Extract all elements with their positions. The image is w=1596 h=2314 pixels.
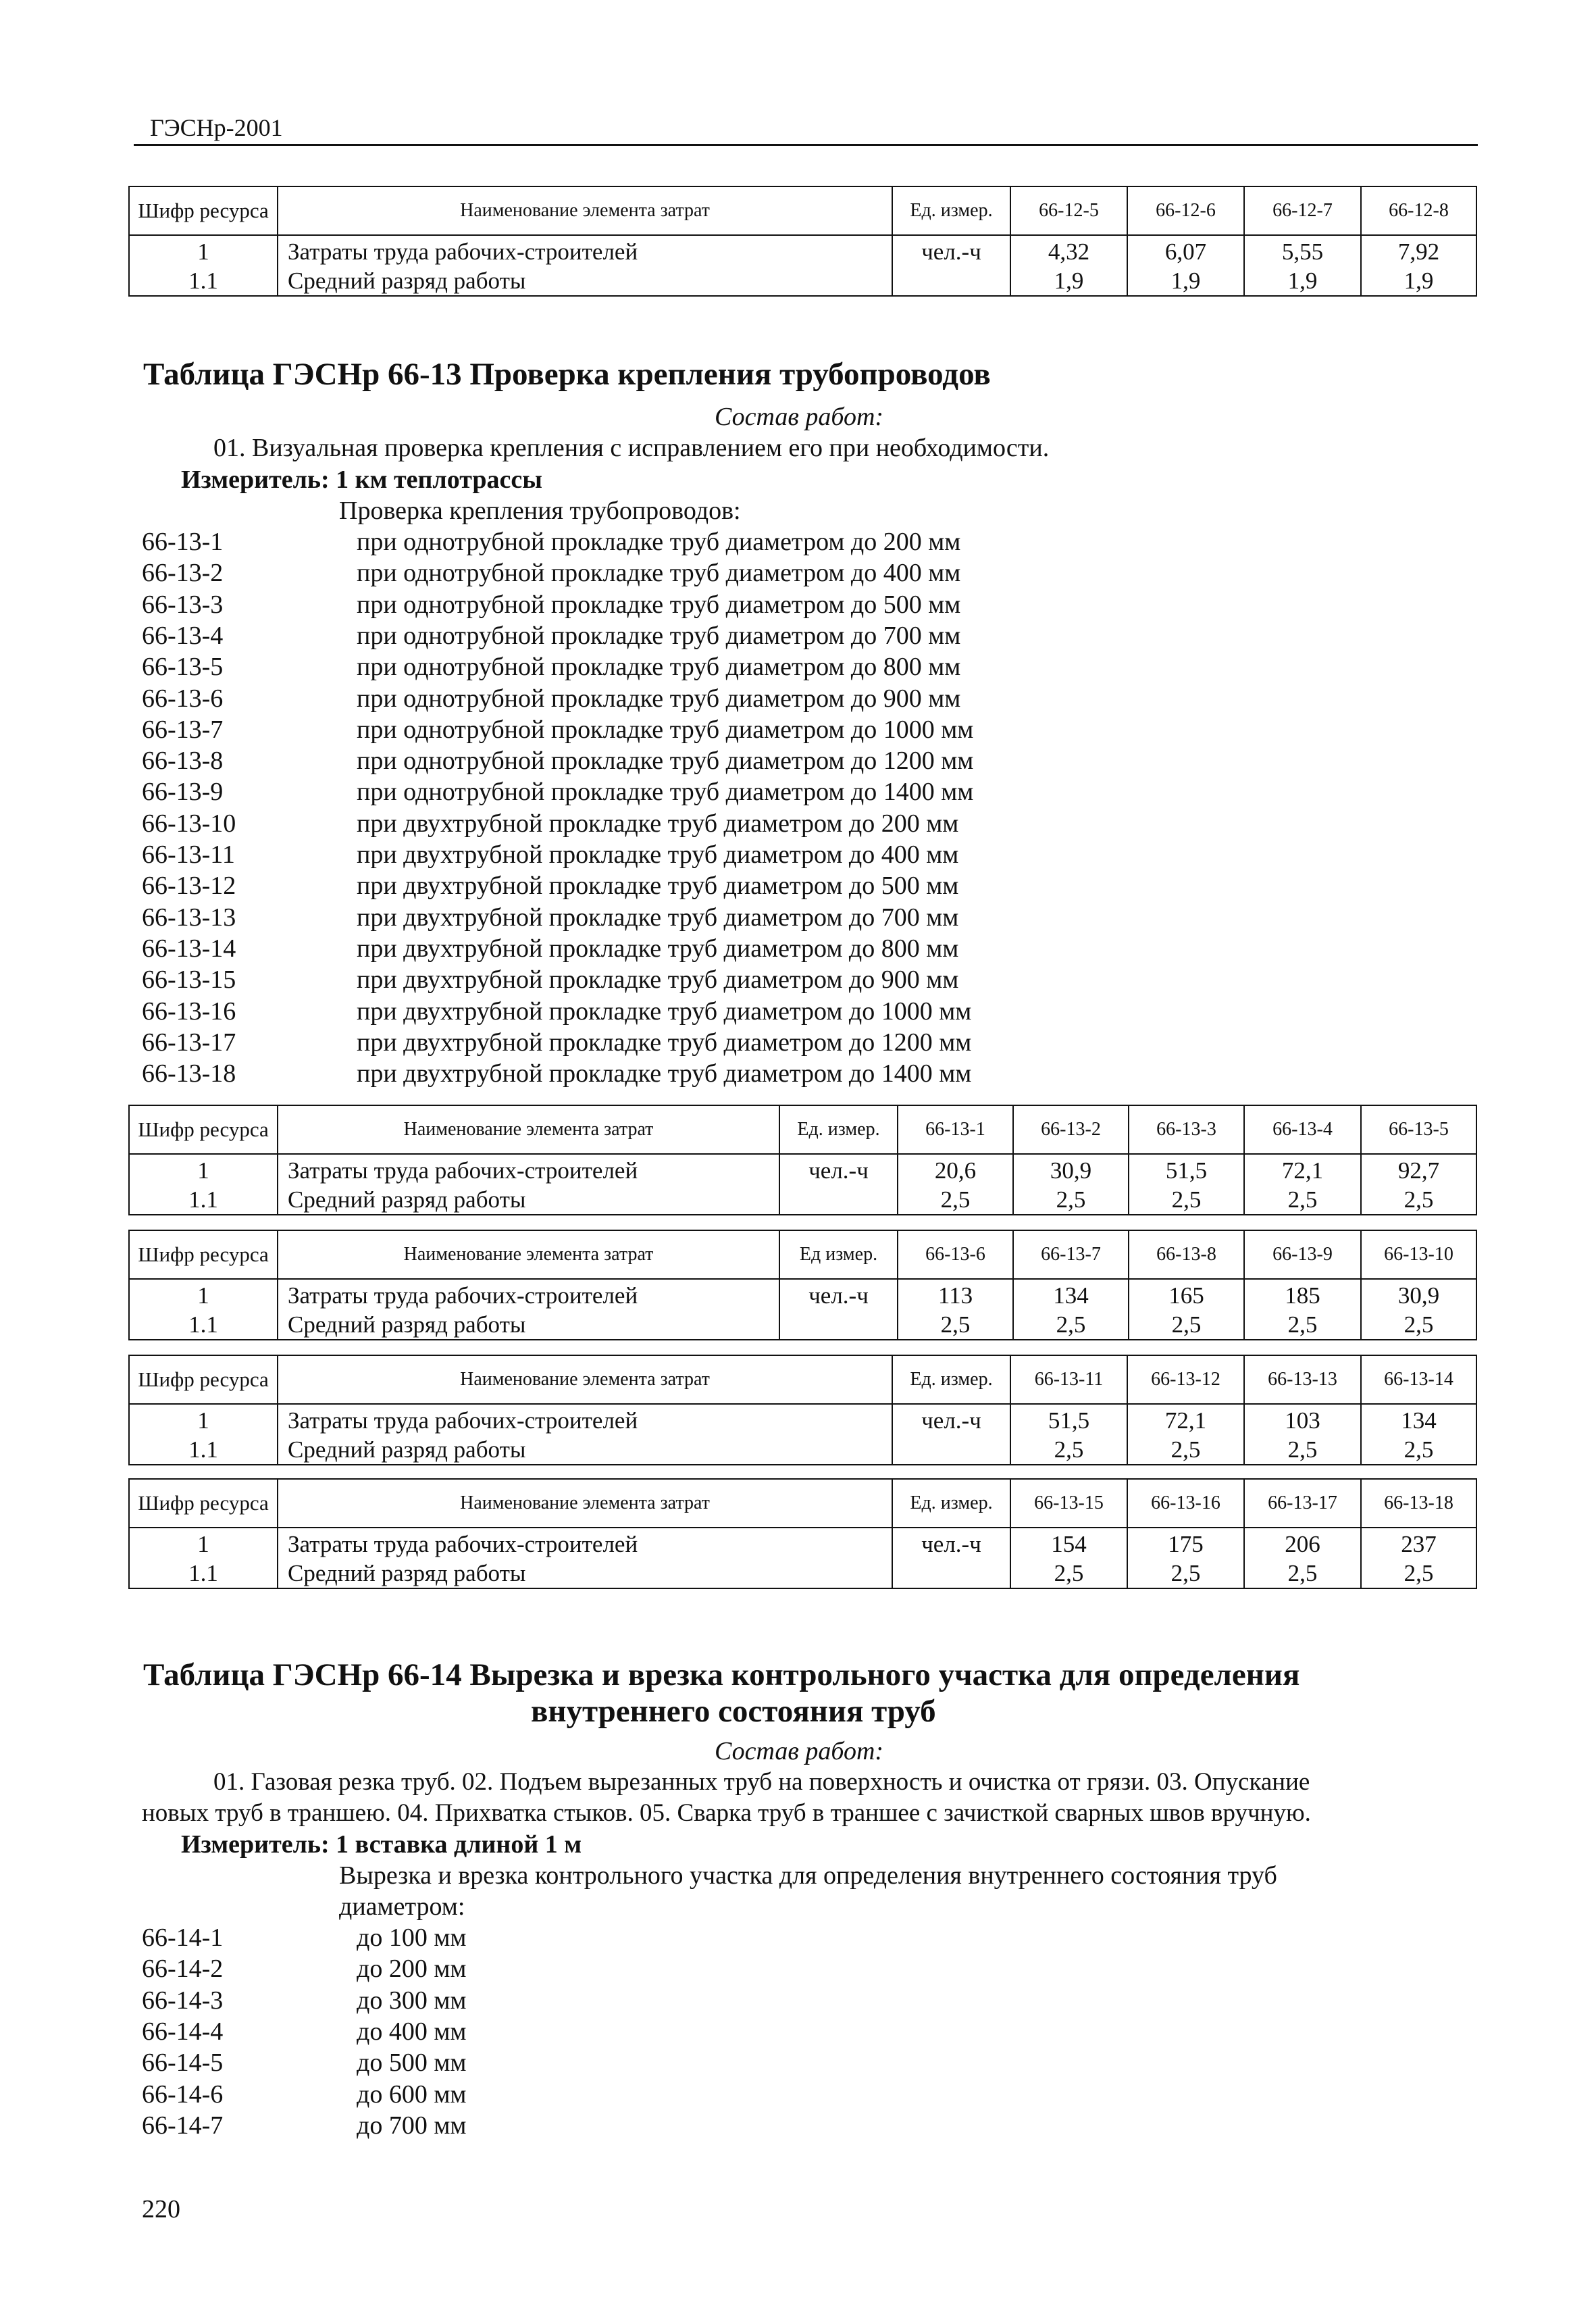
table-cell: 30,9 — [1361, 1279, 1476, 1310]
col-header-name: Наименование элемента затрат — [278, 1230, 779, 1279]
resource-table-66-13-c — [128, 1355, 1477, 1465]
col-header-code: 66-12-8 — [1361, 186, 1476, 235]
norm-description: при однотрубной прокладке труб диаметром до 900 мм — [357, 684, 961, 713]
list-item — [142, 871, 1155, 902]
section-title-66-14: Таблица ГЭСНр 66-14 Вырезка и врезка контрольного участка для определения — [143, 1657, 1300, 1692]
norm-code: 66-13-11 — [142, 840, 235, 869]
col-header-code: 66-13-13 — [1244, 1355, 1361, 1404]
norm-description: при двухтрубной прокладке труб диаметром до 200 мм — [357, 809, 959, 838]
norm-description: до 500 мм — [357, 2048, 467, 2078]
col-header-code: 66-13-10 — [1361, 1230, 1476, 1279]
col-header-code: 66-13-3 — [1129, 1105, 1244, 1154]
resource-table-66-13-a — [128, 1105, 1477, 1215]
norm-code: 66-13-8 — [142, 747, 224, 776]
col-header-code: 66-13-18 — [1361, 1479, 1476, 1528]
norm-description: до 100 мм — [357, 1923, 467, 1952]
table-cell: 1,9 — [1010, 266, 1127, 296]
table-row — [129, 1528, 1476, 1559]
row-code: 1 — [129, 1154, 278, 1185]
norm-description: при однотрубной прокладке труб диаметром до 1000 мм — [357, 715, 974, 744]
row-code: 1.1 — [129, 266, 278, 296]
table-cell: 154 — [1010, 1528, 1127, 1559]
table-cell: 51,5 — [1010, 1404, 1127, 1435]
row-name: Затраты труда рабочих-строителей — [278, 1528, 892, 1559]
table-cell: 2,5 — [1010, 1435, 1127, 1465]
col-header-code: 66-13-1 — [898, 1105, 1013, 1154]
row-unit: чел.-ч — [892, 1404, 1010, 1435]
col-header-unit: Ед. измер. — [892, 1355, 1010, 1404]
table-row — [129, 235, 1476, 266]
row-name: Затраты труда рабочих-строителей — [278, 1404, 892, 1435]
list-item — [142, 2017, 817, 2048]
norm-description: до 400 мм — [357, 2017, 467, 2046]
list-item — [142, 1028, 1155, 1059]
norm-description: при двухтрубной прокладке труб диаметром до 700 мм — [357, 903, 959, 932]
norm-description: при двухтрубной прокладке труб диаметром до 1400 мм — [357, 1059, 972, 1088]
table-cell: 20,6 — [898, 1154, 1013, 1185]
table-cell: 6,07 — [1127, 235, 1244, 266]
table-cell: 2,5 — [1244, 1185, 1361, 1215]
norm-code: 66-14-5 — [142, 2048, 224, 2078]
table-cell: 5,55 — [1244, 235, 1361, 266]
norm-code: 66-13-7 — [142, 715, 224, 744]
norm-description: при однотрубной прокладке труб диаметром до 400 мм — [357, 559, 961, 588]
table-cell: 2,5 — [1127, 1435, 1244, 1465]
list-item — [142, 777, 1155, 808]
sostav-label: Состав работ: — [715, 1737, 884, 1765]
running-header: ГЭСНр-2001 — [150, 114, 283, 141]
row-code: 1 — [129, 1528, 278, 1559]
list-item — [142, 903, 1155, 934]
col-header-code: 66-13-9 — [1244, 1230, 1361, 1279]
norm-code: 66-13-4 — [142, 621, 224, 650]
col-header-code: 66-13-12 — [1127, 1355, 1244, 1404]
norm-description: при однотрубной прокладке труб диаметром до 500 мм — [357, 590, 961, 619]
norm-list-66-14 — [142, 1923, 817, 2146]
table-cell: 2,5 — [1361, 1435, 1476, 1465]
work-composition: 01. Визуальная проверка крепления с исправлением его при необходимости. — [213, 434, 1050, 462]
table-cell: 185 — [1244, 1279, 1361, 1310]
section-title-66-13: Таблица ГЭСНр 66-13 Проверка крепления трубопроводов — [143, 357, 991, 392]
list-item — [142, 934, 1155, 965]
norm-code: 66-13-13 — [142, 903, 236, 932]
list-item — [142, 1923, 817, 1954]
table-cell: 72,1 — [1244, 1154, 1361, 1185]
row-name: Средний разряд работы — [278, 266, 892, 296]
table-row — [129, 1310, 1476, 1340]
norm-description: до 600 мм — [357, 2080, 467, 2109]
norm-description: при двухтрубной прокладке труб диаметром до 1000 мм — [357, 997, 972, 1026]
list-item — [142, 1986, 817, 2017]
list-item — [142, 2111, 817, 2142]
row-unit — [892, 1435, 1010, 1465]
col-header-code: 66-13-2 — [1013, 1105, 1129, 1154]
table-cell: 1,9 — [1244, 266, 1361, 296]
norm-description: до 700 мм — [357, 2111, 467, 2140]
list-item — [142, 997, 1155, 1028]
work-composition-line1: 01. Газовая резка труб. 02. Подъем вырезанных труб на поверхность и очистка от грязи. 03. Опускание — [213, 1768, 1310, 1796]
page-number: 220 — [142, 2195, 180, 2223]
col-header-code: 66-13-11 — [1010, 1355, 1127, 1404]
col-header-name: Наименование элемента затрат — [278, 1105, 779, 1154]
table-cell: 1,9 — [1127, 266, 1244, 296]
table-cell: 7,92 — [1361, 235, 1476, 266]
norm-code: 66-13-18 — [142, 1059, 236, 1088]
list-item — [142, 1954, 817, 1985]
table-row — [129, 1559, 1476, 1588]
list-item — [142, 965, 1155, 996]
row-code: 1 — [129, 235, 278, 266]
row-code: 1.1 — [129, 1310, 278, 1340]
list-item — [142, 2080, 817, 2111]
sostav-label: Состав работ: — [715, 403, 884, 431]
norm-code: 66-13-15 — [142, 965, 236, 995]
col-header-code: 66-13-8 — [1129, 1230, 1244, 1279]
row-name: Средний разряд работы — [278, 1310, 779, 1340]
col-header-name: Наименование элемента затрат — [278, 186, 892, 235]
row-unit — [779, 1310, 898, 1340]
col-header-shifr: Шифр ресурса — [129, 1355, 278, 1404]
norm-code: 66-14-1 — [142, 1923, 224, 1952]
norm-code: 66-14-7 — [142, 2111, 224, 2140]
table-cell: 134 — [1013, 1279, 1129, 1310]
section-title-66-14-cont: внутреннего состояния труб — [531, 1694, 936, 1729]
table-cell: 30,9 — [1013, 1154, 1129, 1185]
table-cell: 2,5 — [898, 1310, 1013, 1340]
col-header-code: 66-13-16 — [1127, 1479, 1244, 1528]
table-cell: 2,5 — [1010, 1559, 1127, 1588]
norm-code: 66-13-9 — [142, 778, 224, 807]
row-name: Средний разряд работы — [278, 1185, 779, 1215]
table-row — [129, 266, 1476, 296]
row-unit: чел.-ч — [892, 235, 1010, 266]
row-unit: чел.-ч — [779, 1279, 898, 1310]
row-unit — [892, 1559, 1010, 1588]
table-cell: 2,5 — [1244, 1559, 1361, 1588]
list-lead-line2: диаметром: — [339, 1892, 465, 1921]
norm-code: 66-13-5 — [142, 653, 224, 682]
col-header-code: 66-12-6 — [1127, 186, 1244, 235]
table-cell: 72,1 — [1127, 1404, 1244, 1435]
row-name: Средний разряд работы — [278, 1435, 892, 1465]
meter-line: Измеритель: 1 км теплотрассы — [181, 466, 542, 494]
norm-description: при однотрубной прокладке труб диаметром до 800 мм — [357, 653, 961, 682]
row-unit: чел.-ч — [779, 1154, 898, 1185]
list-item — [142, 715, 1155, 746]
table-cell: 1,9 — [1361, 266, 1476, 296]
col-header-code: 66-12-7 — [1244, 186, 1361, 235]
list-item — [142, 558, 1155, 589]
list-item — [142, 1059, 1155, 1090]
col-header-unit: Ед. измер. — [779, 1105, 898, 1154]
col-header-code: 66-13-14 — [1361, 1355, 1476, 1404]
norm-code: 66-13-6 — [142, 684, 224, 713]
row-unit — [779, 1185, 898, 1215]
table-cell: 113 — [898, 1279, 1013, 1310]
col-header-code: 66-13-4 — [1244, 1105, 1361, 1154]
list-item — [142, 746, 1155, 777]
col-header-code: 66-13-7 — [1013, 1230, 1129, 1279]
table-row — [129, 1185, 1476, 1215]
table-cell: 2,5 — [1013, 1310, 1129, 1340]
table-row — [129, 1404, 1476, 1435]
col-header-code: 66-12-5 — [1010, 186, 1127, 235]
list-item — [142, 621, 1155, 652]
resource-table-66-13-d — [128, 1478, 1477, 1589]
norm-description: при двухтрубной прокладке труб диаметром до 800 мм — [357, 934, 959, 963]
col-header-shifr: Шифр ресурса — [129, 1230, 278, 1279]
table-cell: 51,5 — [1129, 1154, 1244, 1185]
resource-table-66-13-b — [128, 1230, 1477, 1340]
row-code: 1.1 — [129, 1435, 278, 1465]
norm-description: до 300 мм — [357, 1986, 467, 2015]
row-code: 1 — [129, 1279, 278, 1310]
list-item — [142, 2048, 817, 2079]
row-name: Затраты труда рабочих-строителей — [278, 235, 892, 266]
norm-description: при однотрубной прокладке труб диаметром до 1200 мм — [357, 747, 974, 776]
norm-code: 66-14-2 — [142, 1955, 224, 1984]
col-header-name: Наименование элемента затрат — [278, 1479, 892, 1528]
norm-code: 66-13-16 — [142, 997, 236, 1026]
table-cell: 2,5 — [1361, 1559, 1476, 1588]
work-composition-line2: новых труб в траншею. 04. Прихватка стыков. 05. Сварка труб в траншее с зачисткой сварных швов вручную. — [142, 1799, 1311, 1827]
norm-code: 66-14-3 — [142, 1986, 224, 2015]
norm-description: при двухтрубной прокладке труб диаметром до 400 мм — [357, 840, 959, 869]
table-cell: 237 — [1361, 1528, 1476, 1559]
list-item — [142, 527, 1155, 558]
norm-description: при двухтрубной прокладке труб диаметром до 900 мм — [357, 965, 959, 995]
row-name: Затраты труда рабочих-строителей — [278, 1154, 779, 1185]
norm-description: при однотрубной прокладке труб диаметром до 1400 мм — [357, 778, 974, 807]
col-header-unit: Ед. измер. — [892, 1479, 1010, 1528]
norm-description: при двухтрубной прокладке труб диаметром до 500 мм — [357, 872, 959, 901]
row-code: 1 — [129, 1404, 278, 1435]
table-cell: 2,5 — [1361, 1185, 1476, 1215]
col-header-name: Наименование элемента затрат — [278, 1355, 892, 1404]
norm-description: при однотрубной прокладке труб диаметром до 200 мм — [357, 528, 961, 556]
table-cell: 4,32 — [1010, 235, 1127, 266]
norm-code: 66-13-14 — [142, 934, 236, 963]
norm-description: при двухтрубной прокладке труб диаметром до 1200 мм — [357, 1028, 972, 1057]
norm-description: до 200 мм — [357, 1955, 467, 1984]
row-code: 1.1 — [129, 1559, 278, 1588]
col-header-code: 66-13-17 — [1244, 1479, 1361, 1528]
resource-table-66-12 — [128, 186, 1477, 297]
col-header-unit: Ед измер. — [779, 1230, 898, 1279]
table-cell: 206 — [1244, 1528, 1361, 1559]
norm-code: 66-13-3 — [142, 590, 224, 619]
col-header-shifr: Шифр ресурса — [129, 1479, 278, 1528]
row-name: Средний разряд работы — [278, 1559, 892, 1588]
col-header-code: 66-13-15 — [1010, 1479, 1127, 1528]
col-header-shifr: Шифр ресурса — [129, 186, 278, 235]
col-header-code: 66-13-5 — [1361, 1105, 1476, 1154]
table-cell: 103 — [1244, 1404, 1361, 1435]
row-unit — [892, 266, 1010, 296]
norm-code: 66-13-12 — [142, 872, 236, 901]
norm-description: при однотрубной прокладке труб диаметром до 700 мм — [357, 621, 961, 650]
list-item — [142, 809, 1155, 840]
row-code: 1.1 — [129, 1185, 278, 1215]
norm-code: 66-14-6 — [142, 2080, 224, 2109]
table-row — [129, 1279, 1476, 1310]
list-item — [142, 590, 1155, 621]
list-lead-line1: Вырезка и врезка контрольного участка для определения внутреннего состояния труб — [339, 1861, 1277, 1890]
table-cell: 2,5 — [1129, 1185, 1244, 1215]
col-header-unit: Ед. измер. — [892, 186, 1010, 235]
table-cell: 2,5 — [1129, 1310, 1244, 1340]
list-item — [142, 652, 1155, 683]
norm-code: 66-13-2 — [142, 559, 224, 588]
table-cell: 134 — [1361, 1404, 1476, 1435]
col-header-shifr: Шифр ресурса — [129, 1105, 278, 1154]
table-cell: 2,5 — [1244, 1435, 1361, 1465]
norm-code: 66-13-10 — [142, 809, 236, 838]
table-cell: 2,5 — [1244, 1310, 1361, 1340]
table-cell: 2,5 — [898, 1185, 1013, 1215]
header-divider — [134, 144, 1478, 146]
norm-code: 66-13-17 — [142, 1028, 236, 1057]
list-lead: Проверка крепления трубопроводов: — [339, 497, 741, 525]
list-item — [142, 840, 1155, 871]
col-header-code: 66-13-6 — [898, 1230, 1013, 1279]
table-cell: 2,5 — [1361, 1310, 1476, 1340]
table-cell: 175 — [1127, 1528, 1244, 1559]
table-cell: 92,7 — [1361, 1154, 1476, 1185]
table-cell: 2,5 — [1127, 1559, 1244, 1588]
table-row — [129, 1154, 1476, 1185]
table-cell: 165 — [1129, 1279, 1244, 1310]
meter-line: Измеритель: 1 вставка длиной 1 м — [181, 1830, 582, 1859]
norm-code: 66-13-1 — [142, 528, 224, 556]
list-item — [142, 684, 1155, 715]
table-row — [129, 1435, 1476, 1465]
norm-list-66-13 — [142, 527, 1155, 1091]
table-cell: 2,5 — [1013, 1185, 1129, 1215]
norm-code: 66-14-4 — [142, 2017, 224, 2046]
row-name: Затраты труда рабочих-строителей — [278, 1279, 779, 1310]
row-unit: чел.-ч — [892, 1528, 1010, 1559]
